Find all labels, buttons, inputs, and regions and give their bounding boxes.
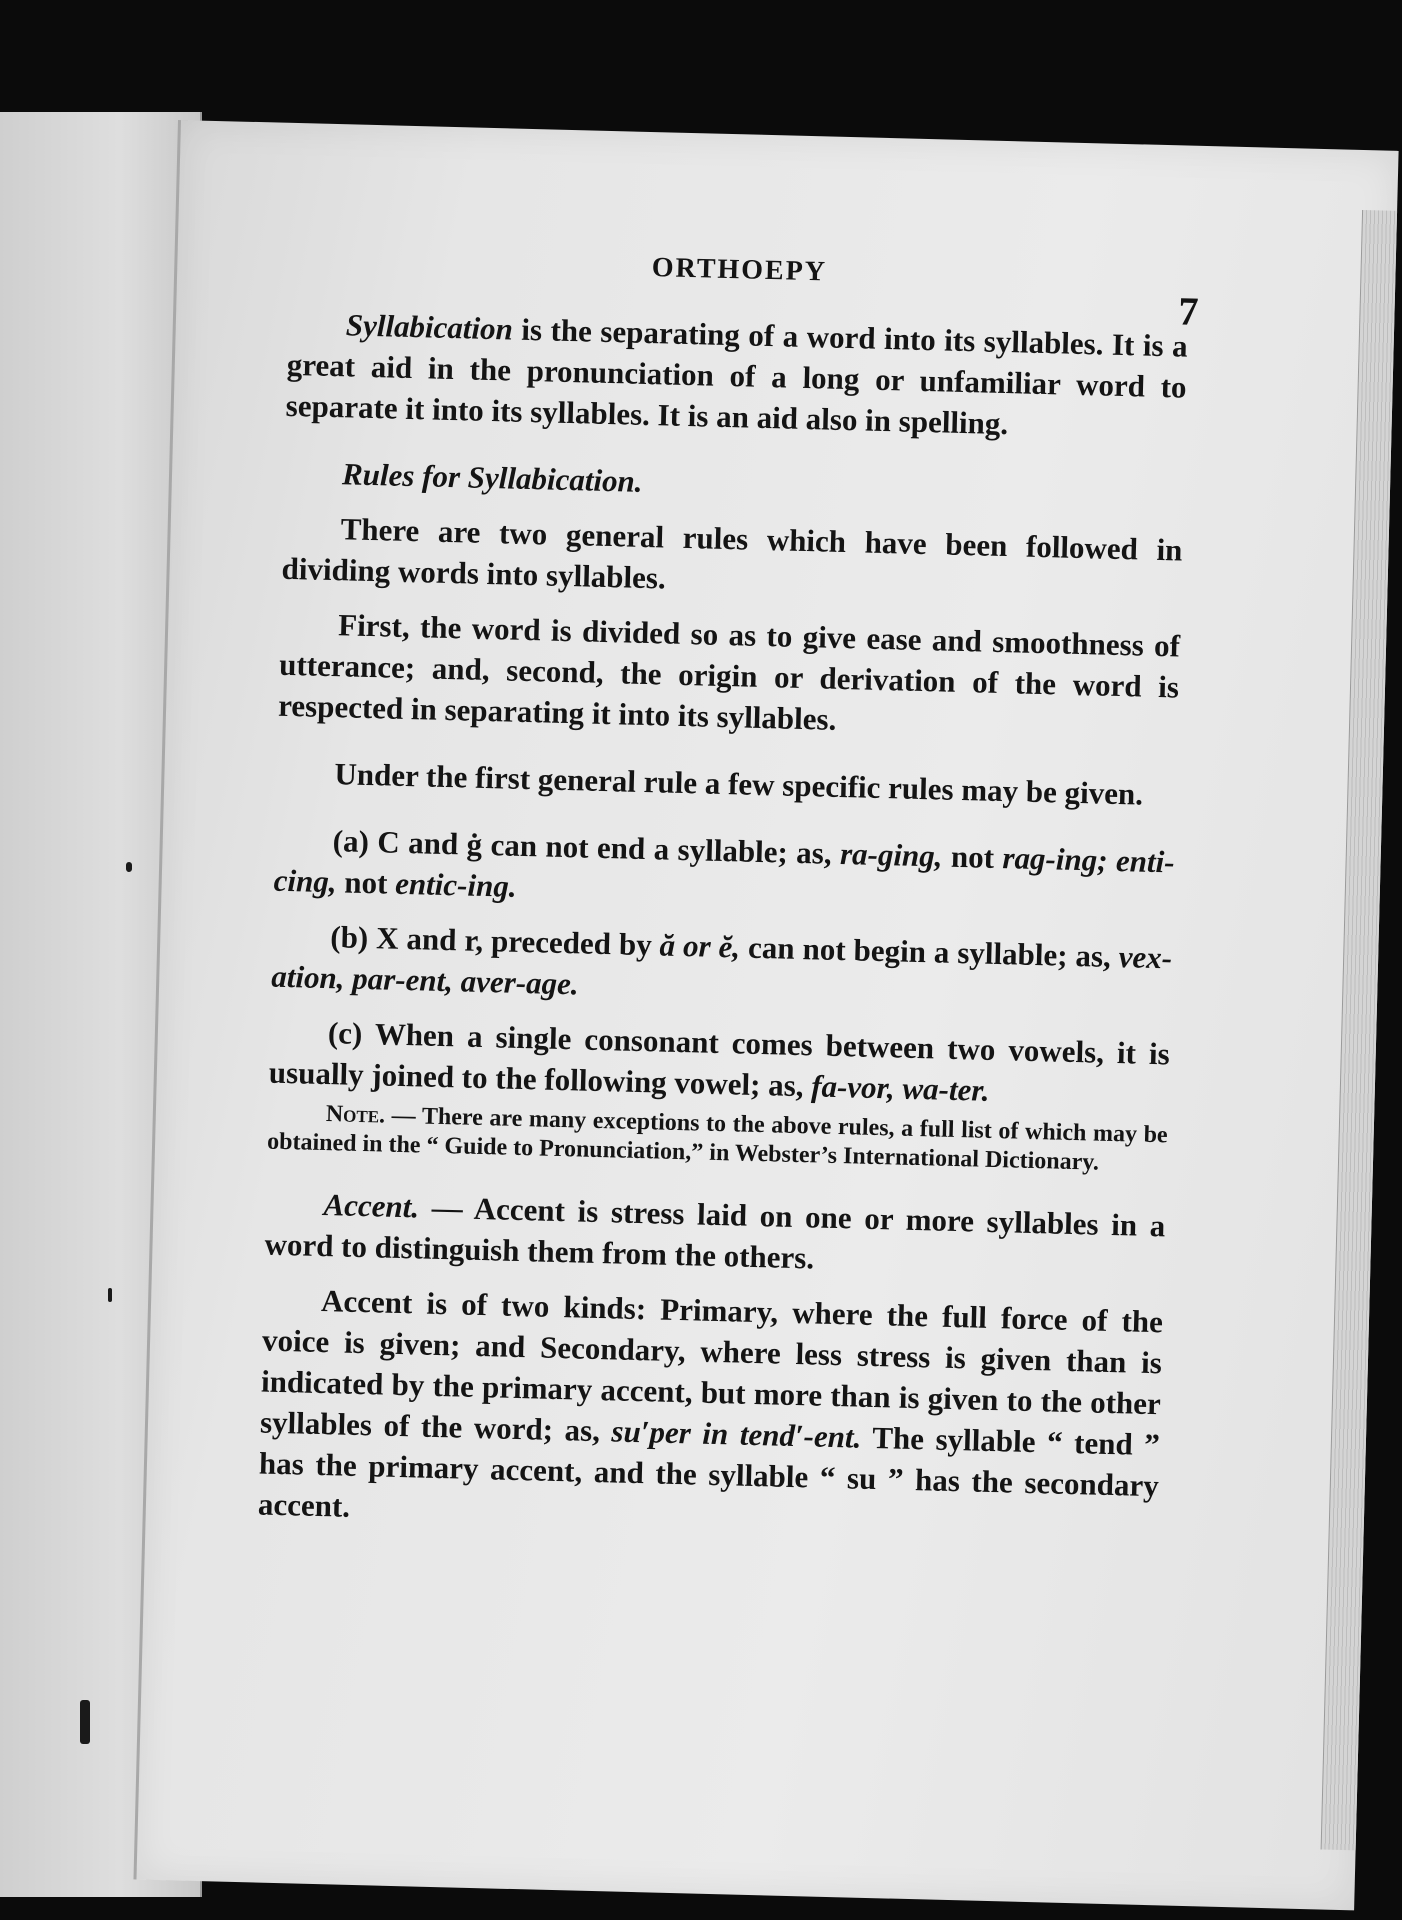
rule-b-label: (b): [329, 919, 369, 956]
syllabication-text: is the separating of a word into its syllables. It is a great aid in the pronunciation of a long or unfamiliar word to separate it into its syllables. It is an aid also in spelling.: [285, 311, 1189, 442]
syllabication-paragraph: [285, 303, 1188, 449]
rule-b: [271, 915, 1173, 1020]
rule-c-examples: fa-vor, wa-ter.: [810, 1068, 990, 1108]
spine-mark-middle: [108, 1288, 112, 1302]
note-text: — There are many exceptions to the above rules, a full list of which may be obtained in the “ Guide to Pronunciation,” in Webster’s International Dictionary.: [266, 1102, 1168, 1176]
rule-c-label: (c): [327, 1015, 363, 1051]
rule-b-text-2: can not begin a syllable; as,: [739, 929, 1120, 975]
rule-a-label: (a): [332, 823, 370, 860]
page-edge: [1321, 210, 1397, 1850]
rule-a-not-1: not: [942, 838, 1003, 876]
page-number: 7: [1177, 288, 1200, 334]
page-text: [257, 243, 1200, 1547]
rule-a-example-2: rag-ing; enti-cing,: [273, 840, 1175, 900]
specific-rules-intro: Under the first general rule a few specific rules may be given.: [334, 756, 1144, 812]
accent-kinds-text-2: The syllable “ tend ” has the primary accent, and the syllable “ su ” has the secondary accent.: [257, 1419, 1161, 1524]
rule-b-examples: vex-ation, par-ent, aver-age.: [270, 939, 1173, 1002]
rule-c: [268, 1011, 1170, 1116]
first-rule-paragraph: First, the word is divided so as to give ease and smoothness of utterance; and, second, the origin or derivation of the word is respected in separating it into its syllables.: [277, 607, 1181, 737]
rule-a-letters: C and ġ: [376, 824, 483, 862]
spine-mark-top: [126, 862, 132, 872]
rule-b-vowels: ă or ĕ,: [659, 927, 741, 965]
accent-term: Accent.: [323, 1187, 420, 1225]
rules-heading: Rules for Syllabication.: [341, 456, 644, 499]
note-label: Note.: [325, 1101, 386, 1129]
rule-a-text: can not end a syllable; as,: [481, 826, 841, 871]
accent-text: — Accent is stress laid on one or more syllables in a word to distinguish them from the others.: [264, 1189, 1166, 1276]
accent-example: su′per in tend′-ent.: [611, 1413, 862, 1455]
rule-c-text: When a single consonant comes between two vowels, it is usually joined to the following vowel; as,: [268, 1016, 1171, 1104]
rule-a-example-1: ra-ging,: [839, 835, 943, 874]
book-page: [133, 120, 1398, 1910]
rule-a-example-3: entic-ing.: [394, 865, 518, 904]
rule-b-letters: X and r,: [375, 920, 484, 958]
accent-paragraph: [264, 1183, 1166, 1288]
rule-b-text: preceded by: [482, 922, 661, 963]
rule-a-not-2: not: [336, 864, 396, 901]
syllabication-term: Syllabication: [345, 307, 514, 347]
accent-kinds-paragraph: [257, 1279, 1163, 1548]
running-title: ORTHOEPY: [651, 252, 828, 288]
accent-kinds-text: Accent is of two kinds: Primary, where the full force of the voice is given; and Secondary, where less stress is given than is indicated by the primary accent, but more than is given to the other syllables of the word; as,: [259, 1283, 1164, 1449]
rule-a: [273, 819, 1175, 924]
general-rules-paragraph: There are two general rules which have been followed in dividing words into syllables.: [281, 511, 1183, 596]
spine-mark-bottom: [80, 1700, 90, 1744]
